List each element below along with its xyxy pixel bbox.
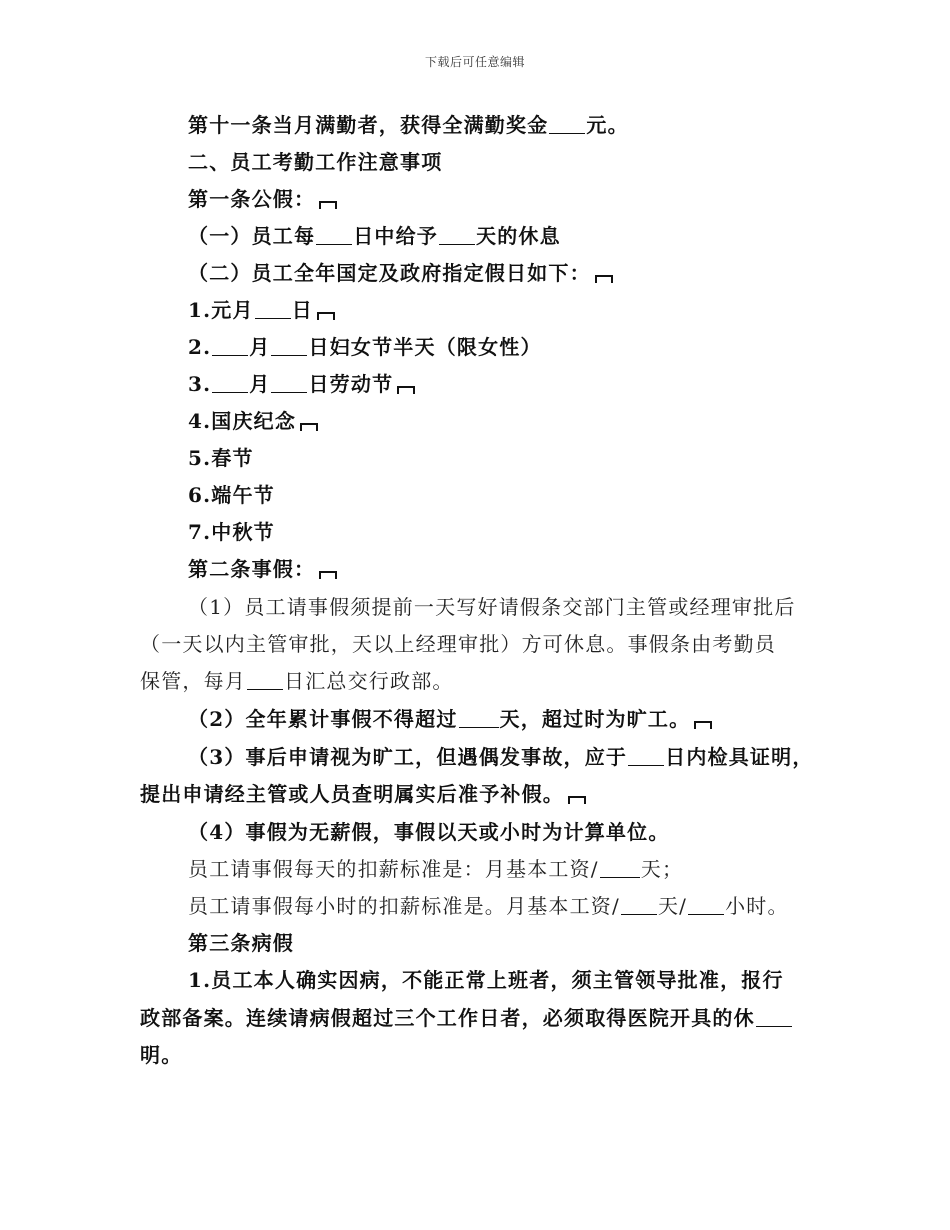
fill-blank: [688, 894, 724, 915]
paragraph-line: [188, 854, 683, 884]
fill-blank: [549, 113, 585, 134]
text-segment: 提出申请经主管或人员查明属实后准予补假。: [140, 782, 564, 806]
bracket-mark: [694, 721, 712, 729]
fill-blank: [628, 745, 664, 766]
article-heading-public-leave: [188, 184, 337, 214]
text-segment: 日妇女节半天（限女性）: [308, 335, 542, 359]
holiday-item-dragon-boat: [188, 480, 275, 510]
fill-blank: [316, 224, 352, 245]
text-segment: 天；: [640, 857, 684, 881]
line-weekly-rest: [188, 221, 561, 251]
text-segment: 明。: [140, 1043, 183, 1067]
text-segment: 元。: [586, 113, 629, 137]
paragraph-line: [140, 779, 586, 809]
text-segment: （4）事假为无薪假，事假以天或小时为计算单位。: [188, 820, 670, 844]
text-segment: 第一条公假：: [188, 187, 316, 211]
holiday-item-new-year: [188, 295, 335, 325]
text-segment: （一天以内主管审批，天以上经理审批）方可休息。事假条由考勤员: [140, 632, 776, 656]
paragraph-line: [188, 817, 670, 847]
fill-blank: [439, 224, 475, 245]
bracket-mark: [568, 796, 586, 804]
bracket-mark: [397, 386, 415, 394]
bracket-mark: [319, 201, 337, 209]
fill-blank: [756, 1006, 792, 1027]
holiday-item-national-day: [188, 406, 318, 436]
text-segment: 1.员工本人确实因病，不能正常上班者，须主管领导批准，报行: [188, 968, 784, 992]
text-segment: 天的休息: [476, 224, 561, 248]
article-heading-sick-leave: [188, 928, 294, 958]
text-segment: 政部备案。连续请病假超过三个工作日者，必须取得医院开具的休: [140, 1006, 755, 1030]
text-segment: （二）员工全年国定及政府指定假日如下：: [188, 261, 591, 285]
text-segment: 员工请事假每天的扣薪标准是：月基本工资/: [188, 857, 599, 881]
paragraph-line: [140, 666, 454, 696]
holiday-item-labor-day: [188, 369, 415, 399]
holiday-item-spring-festival: [188, 443, 254, 473]
fill-blank: [212, 372, 248, 393]
fill-blank: [247, 669, 283, 690]
bracket-mark: [595, 275, 613, 283]
text-segment: 4.国庆纪念: [188, 409, 297, 433]
text-segment: （1）员工请事假须提前一天写好请假条交部门主管或经理审批后: [188, 595, 796, 619]
text-segment: 小时。: [725, 894, 789, 918]
text-segment: 日汇总交行政部。: [284, 669, 454, 693]
text-segment: 日内检具证明，: [665, 745, 814, 769]
text-segment: 保管，每月: [140, 669, 246, 693]
bracket-mark: [300, 423, 318, 431]
holiday-item-womens-day: [188, 332, 542, 362]
text-segment: 2.: [188, 335, 212, 359]
fill-blank: [255, 298, 291, 319]
text-segment: 6.端午节: [188, 483, 275, 507]
paragraph-line: [188, 742, 814, 772]
paragraph-line: [188, 965, 784, 995]
fill-blank: [621, 894, 657, 915]
section-heading-attendance-notes: [188, 147, 442, 177]
text-segment: 员工请事假每小时的扣薪标准是。月基本工资/: [188, 894, 620, 918]
text-segment: 天/: [657, 894, 688, 918]
fill-blank: [271, 335, 307, 356]
text-segment: （一）员工每: [188, 224, 316, 248]
article-heading-personal-leave: [188, 554, 337, 584]
text-segment: 第十一条当月满勤者，获得全满勤奖金: [188, 113, 549, 137]
text-segment: （2）全年累计事假不得超过: [188, 707, 458, 731]
paragraph-line: [188, 891, 789, 921]
fill-blank: [459, 707, 499, 728]
text-segment: 日劳动节: [308, 372, 394, 396]
paragraph-line: [140, 629, 776, 659]
paragraph-line: [140, 1040, 182, 1070]
line-full-attendance-bonus: [188, 110, 629, 140]
page-header: 下载后可任意编辑: [424, 55, 525, 69]
line-national-holidays: [188, 258, 613, 288]
text-segment: 第三条病假: [188, 931, 294, 955]
bracket-mark: [317, 312, 335, 320]
text-segment: 日: [291, 298, 313, 322]
text-segment: 3.: [188, 372, 212, 396]
text-segment: 1.元月: [188, 298, 254, 322]
paragraph-line: [188, 704, 712, 734]
text-segment: 日中给予: [353, 224, 439, 248]
paragraph-line: [188, 592, 796, 622]
bracket-mark: [319, 571, 337, 579]
fill-blank: [212, 335, 248, 356]
text-segment: 月: [249, 372, 271, 396]
holiday-item-mid-autumn: [188, 517, 275, 547]
text-segment: （3）事后申请视为旷工，但遇偶发事故，应于: [188, 745, 628, 769]
text-segment: 7.中秋节: [188, 520, 275, 544]
text-segment: 5.春节: [188, 446, 254, 470]
fill-blank: [271, 372, 307, 393]
text-segment: 第二条事假：: [188, 557, 316, 581]
paragraph-line: [140, 1003, 793, 1033]
fill-blank: [600, 857, 640, 878]
text-segment: 月: [249, 335, 271, 359]
text-segment: 天，超过时为旷工。: [499, 707, 691, 731]
text-segment: 二、员工考勤工作注意事项: [188, 150, 443, 174]
